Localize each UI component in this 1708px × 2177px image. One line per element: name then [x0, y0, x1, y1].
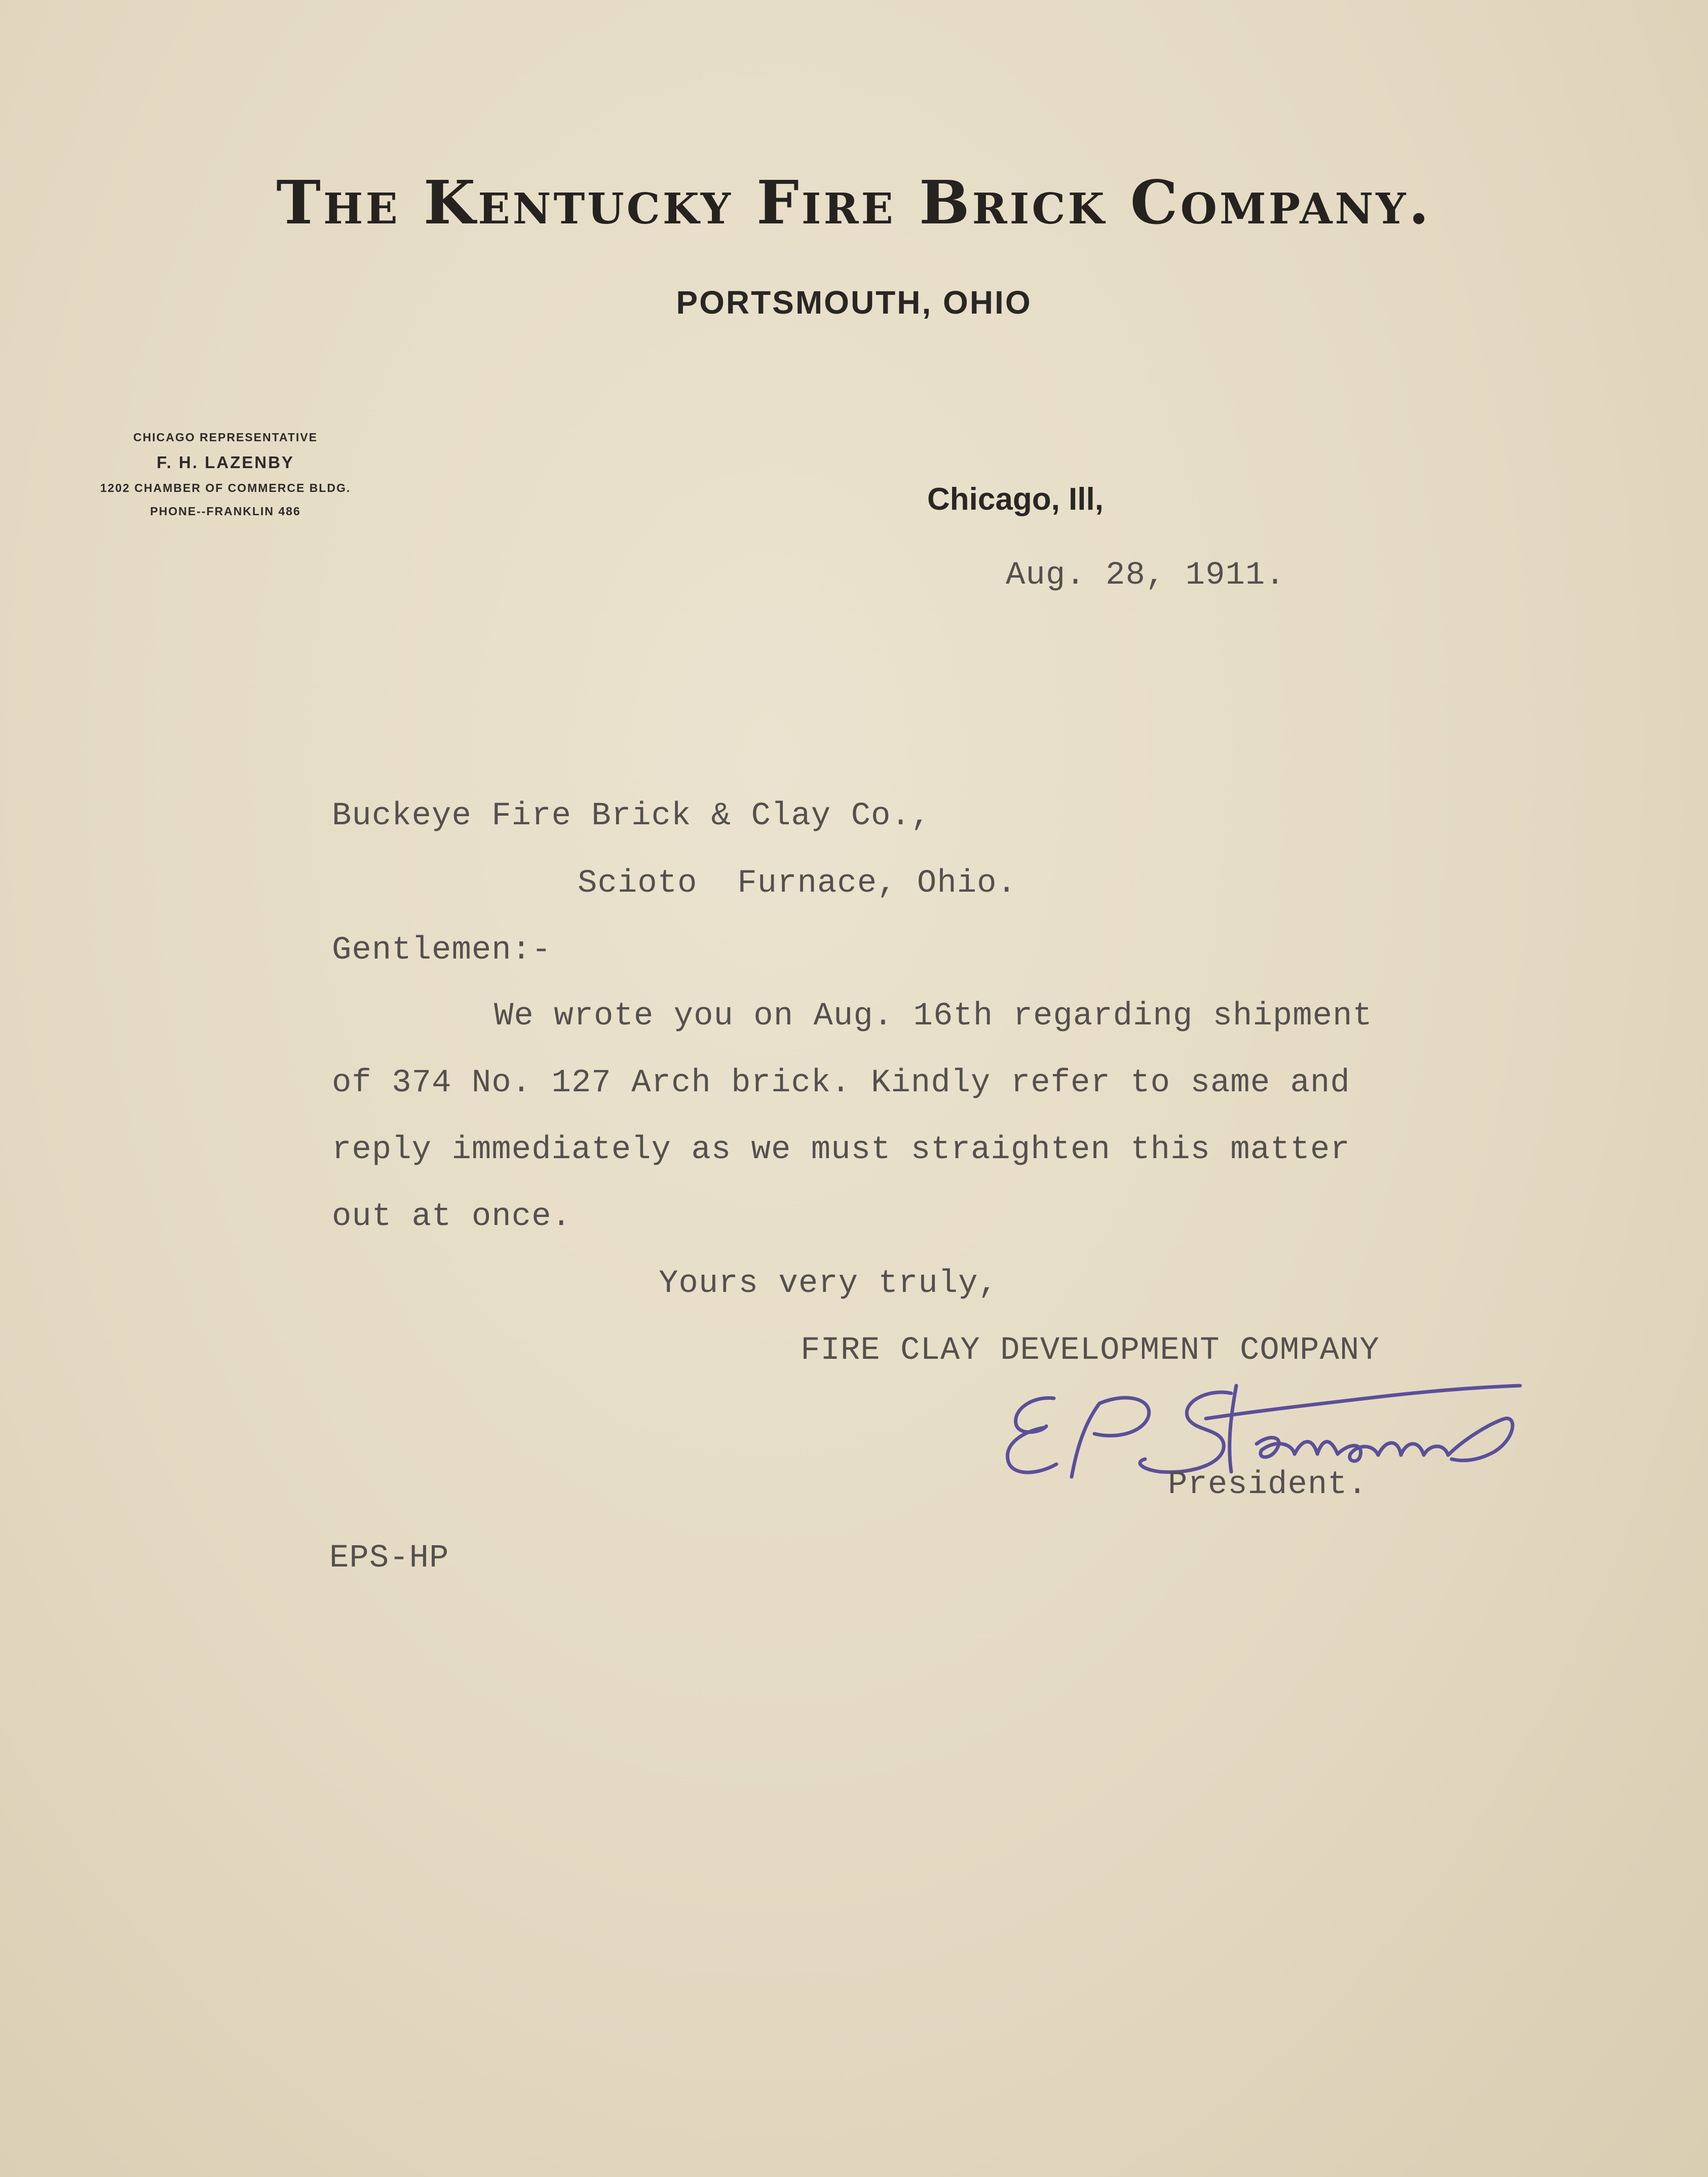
recipient-name: Buckeye Fire Brick & Clay Co.,	[332, 798, 931, 834]
recipient-location: Scioto Furnace, Ohio.	[578, 865, 1017, 902]
letterhead-company-name: The Kentucky Fire Brick Company.	[276, 167, 1432, 238]
letterhead-city: PORTSMOUTH, OHIO	[676, 284, 1032, 321]
representative-name: F. H. LAZENBY	[157, 453, 294, 472]
signer-company: FIRE CLAY DEVELOPMENT COMPANY	[801, 1332, 1380, 1369]
representative-address: 1202 CHAMBER OF COMMERCE BLDG.	[100, 481, 351, 494]
reference-initials: EPS-HP	[329, 1540, 449, 1577]
letter-date: Aug. 28, 1911.	[1006, 557, 1285, 594]
chicago-representative-block	[66, 428, 385, 520]
body-line-4: out at once.	[332, 1199, 572, 1235]
representative-phone: PHONE--FRANKLIN 486	[150, 505, 301, 518]
signer-title: President.	[1168, 1467, 1368, 1503]
dateline-city: Chicago, Ill,	[927, 482, 1104, 517]
salutation: Gentlemen:-	[332, 932, 552, 969]
body-line-2: of 374 No. 127 Arch brick. Kindly refer to same and	[332, 1065, 1350, 1101]
body-line-3: reply immediately as we must straighten this matter	[332, 1132, 1350, 1168]
closing: Yours very truly,	[659, 1266, 998, 1302]
representative-title: CHICAGO REPRESENTATIVE	[133, 431, 318, 444]
body-line-1: We wrote you on Aug. 16th regarding shipment	[494, 998, 1373, 1035]
